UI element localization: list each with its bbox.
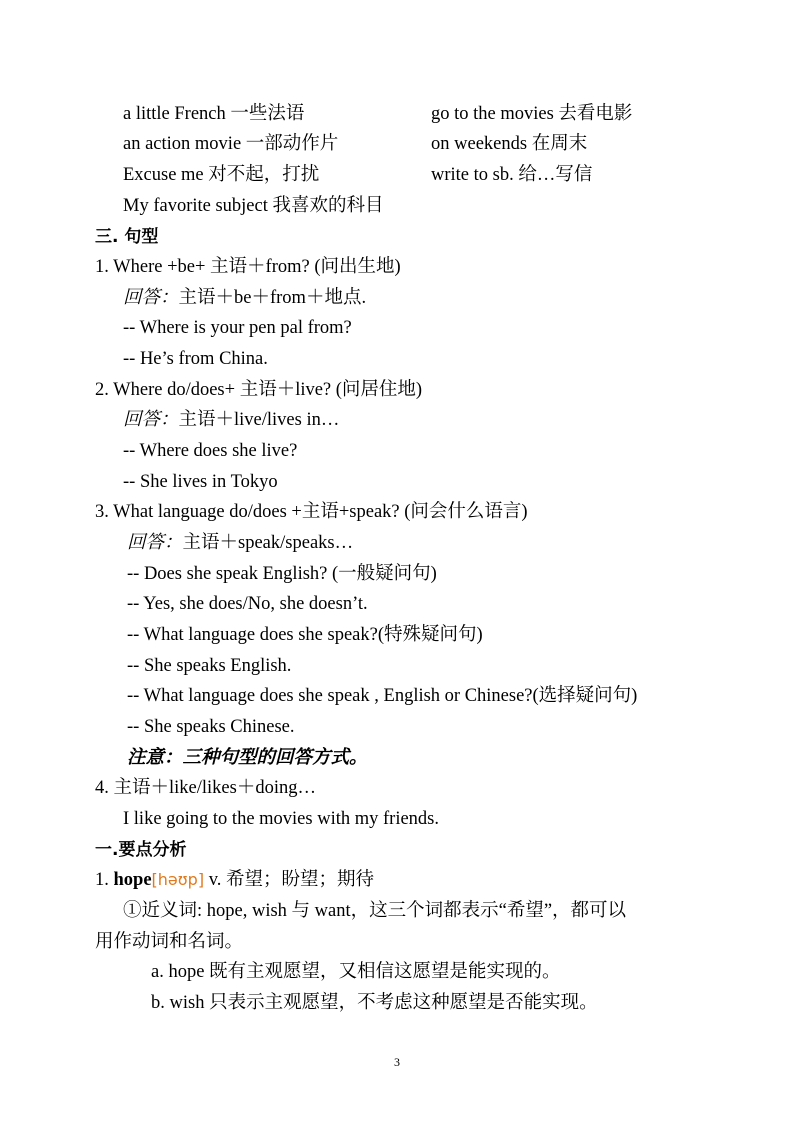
section-heading: 一.要点分析	[95, 840, 187, 860]
synonym-line: 用作动词和名词。	[95, 932, 244, 952]
example-line: -- He’s from China.	[123, 349, 268, 369]
phrase-right: write to sb. 给…写信	[431, 165, 593, 185]
phrase-left: My favorite subject 我喜欢的科目	[123, 196, 384, 216]
definition: v. 希望；盼望；期待	[208, 870, 374, 890]
example-line: -- She lives in Tokyo	[123, 472, 278, 492]
point-item: a. hope 既有主观愿望，又相信这愿望是能实现的。	[151, 962, 561, 982]
pattern-answer	[123, 408, 339, 432]
example-line: -- Yes, she does/No, she doesn’t.	[127, 594, 368, 614]
phrase-left: an action movie 一部动作片	[123, 134, 339, 154]
pattern-title: 1. Where +be+ 主语＋from? (问出生地)	[95, 257, 401, 277]
answer-text: 主语＋be＋from＋地点.	[178, 288, 367, 308]
headword: hope	[113, 870, 152, 890]
phrase-left: a little French 一些法语	[123, 104, 305, 124]
synonym-line: ①近义词: hope, wish 与 want，这三个词都表示“希望”，都可以	[123, 901, 627, 921]
pattern-title: 2. Where do/does+ 主语＋live? (问居住地)	[95, 380, 423, 400]
phonetic: [həʊp]	[151, 870, 205, 889]
pattern-title: 4. 主语＋like/likes＋doing…	[95, 778, 316, 798]
pattern-answer	[123, 286, 366, 310]
example-line: -- She speaks Chinese.	[127, 717, 295, 737]
example-line: -- Where is your pen pal from?	[123, 318, 352, 338]
answer-text: 主语＋live/lives in…	[178, 410, 340, 430]
answer-label: 回答：	[123, 410, 179, 430]
phrase-right: on weekends 在周末	[431, 134, 588, 154]
example-line: -- Where does she live?	[123, 441, 298, 461]
point-item: b. wish 只表示主观愿望，不考虑这种愿望是否能实现。	[151, 993, 598, 1013]
phrase-left: Excuse me 对不起，打扰	[123, 165, 320, 185]
page-number: 3	[394, 1055, 400, 1069]
point-entry	[95, 868, 374, 892]
note-line: 注意：三种句型的回答方式。	[127, 748, 368, 768]
pattern-title: 3. What language do/does +主语+speak? (问会什么语言)	[95, 502, 528, 522]
example-line: I like going to the movies with my friends.	[123, 809, 439, 829]
example-line: -- She speaks English.	[127, 656, 292, 676]
pattern-answer	[127, 531, 353, 555]
answer-label: 回答：	[123, 288, 179, 308]
phrase-right: go to the movies 去看电影	[431, 104, 633, 124]
point-number: 1.	[95, 870, 109, 890]
example-line: -- Does she speak English? (一般疑问句)	[127, 564, 437, 584]
section-heading: 三. 句型	[95, 227, 159, 247]
example-line: -- What language does she speak?(特殊疑问句)	[127, 625, 483, 645]
answer-label: 回答：	[127, 533, 183, 553]
answer-text: 主语＋speak/speaks…	[182, 533, 354, 553]
example-line: -- What language does she speak , English or Chinese?(选择疑问句)	[127, 686, 638, 706]
